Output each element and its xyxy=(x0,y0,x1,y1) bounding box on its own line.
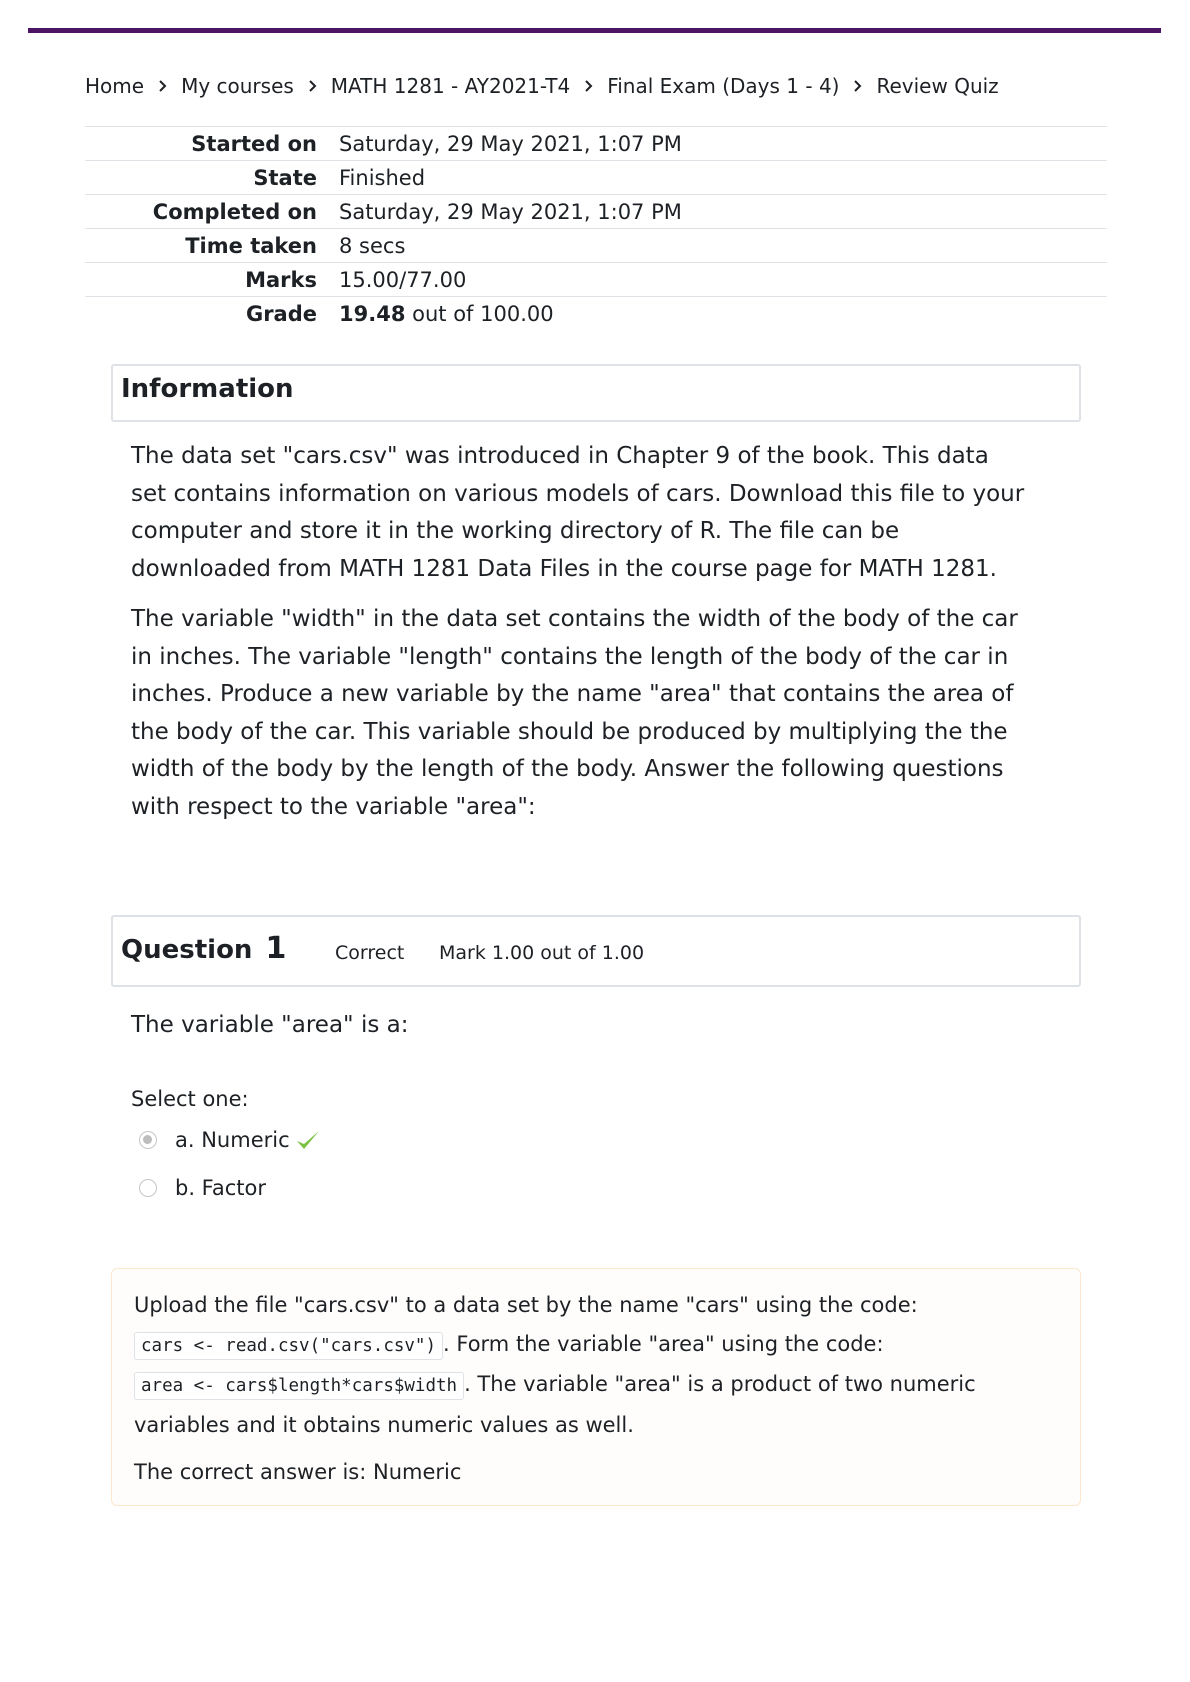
information-content xyxy=(131,438,1031,839)
question-label: Question xyxy=(121,935,253,965)
summary-row-grade xyxy=(85,297,1107,331)
summary-value: Finished xyxy=(339,165,426,190)
feedback-text-segment: Upload the file "cars.csv" to a data set by the name "cars" using the code: xyxy=(134,1293,918,1317)
summary-row-started xyxy=(85,127,1107,161)
chevron-right-icon xyxy=(306,79,320,93)
feedback-text-segment: . The variable "area" is a product of two numeric variables and it obtains numeric values as well. xyxy=(134,1372,976,1437)
summary-label: Time taken xyxy=(185,233,317,258)
answer-prompt: Select one: xyxy=(131,1087,249,1111)
breadcrumb-final-exam[interactable]: Final Exam (Days 1 - 4) xyxy=(607,74,840,98)
code-snippet: area <- cars$length*cars$width xyxy=(134,1372,464,1400)
breadcrumb-review-quiz[interactable]: Review Quiz xyxy=(876,74,999,98)
grade-score: 19.48 xyxy=(339,301,406,326)
radio-button[interactable] xyxy=(139,1131,157,1149)
breadcrumb-home[interactable]: Home xyxy=(85,74,145,98)
feedback-text-segment: . Form the variable "area" using the code: xyxy=(443,1331,884,1356)
summary-value: Saturday, 29 May 2021, 1:07 PM xyxy=(339,131,682,156)
information-paragraph: The data set "cars.csv" was introduced in Chapter 9 of the book. This data set contains information on various models of cars. Download this file to your computer and store it in the working directory of R. The file can be downloaded from MATH 1281 Data Files in the course page for MATH 1281. xyxy=(131,443,1025,582)
grade-rest: out of 100.00 xyxy=(412,301,554,326)
radio-button[interactable] xyxy=(139,1179,157,1197)
top-accent-bar xyxy=(28,28,1161,33)
chevron-right-icon xyxy=(851,79,865,93)
quiz-summary-table xyxy=(85,126,1107,331)
summary-label: Completed on xyxy=(152,199,317,224)
summary-value: Saturday, 29 May 2021, 1:07 PM xyxy=(339,199,682,224)
correct-answer: The correct answer is: Numeric xyxy=(134,1460,462,1484)
question-header xyxy=(111,915,1081,987)
option-label: a. Numeric xyxy=(175,1128,290,1152)
information-title: Information xyxy=(121,374,294,404)
feedback-box xyxy=(111,1268,1081,1506)
summary-value xyxy=(317,297,1107,331)
breadcrumb xyxy=(85,72,999,100)
summary-label: Grade xyxy=(245,301,317,326)
question-title xyxy=(121,931,286,966)
summary-row-time xyxy=(85,229,1107,263)
option-label: b. Factor xyxy=(175,1176,266,1200)
breadcrumb-course[interactable]: MATH 1281 - AY2021-T4 xyxy=(330,74,571,98)
summary-row-completed xyxy=(85,195,1107,229)
chevron-right-icon xyxy=(156,79,170,93)
summary-value: 15.00/77.00 xyxy=(339,267,467,292)
feedback-paragraph xyxy=(134,1286,1034,1444)
summary-label: Started on xyxy=(191,131,317,156)
summary-row-state xyxy=(85,161,1107,195)
information-paragraph: The variable "width" in the data set contains the width of the body of the car in inches. The variable "length" contains the length of the body of the car in inches. Produce a new variable by the name "area" that contains the area of the body of the car. This variable should be produced by multiplying the the width of the body by the length of the body. Answer the following questions with respect to the variable "area": xyxy=(131,606,1018,820)
check-icon xyxy=(294,1127,322,1153)
answer-option-b[interactable] xyxy=(139,1176,266,1200)
feedback-text xyxy=(134,1286,1034,1501)
summary-label: Marks xyxy=(245,267,317,292)
information-header xyxy=(111,364,1081,422)
question-number: 1 xyxy=(265,931,287,966)
summary-value: 8 secs xyxy=(339,233,406,258)
answer-option-a[interactable] xyxy=(139,1127,322,1153)
summary-label: State xyxy=(253,165,317,190)
breadcrumb-my-courses[interactable]: My courses xyxy=(181,74,294,98)
question-text: The variable "area" is a: xyxy=(131,1012,409,1038)
chevron-right-icon xyxy=(582,79,596,93)
question-grade: Mark 1.00 out of 1.00 xyxy=(439,942,645,964)
code-snippet: cars <- read.csv("cars.csv") xyxy=(134,1332,443,1360)
question-state: Correct xyxy=(335,942,405,964)
summary-row-marks xyxy=(85,263,1107,297)
